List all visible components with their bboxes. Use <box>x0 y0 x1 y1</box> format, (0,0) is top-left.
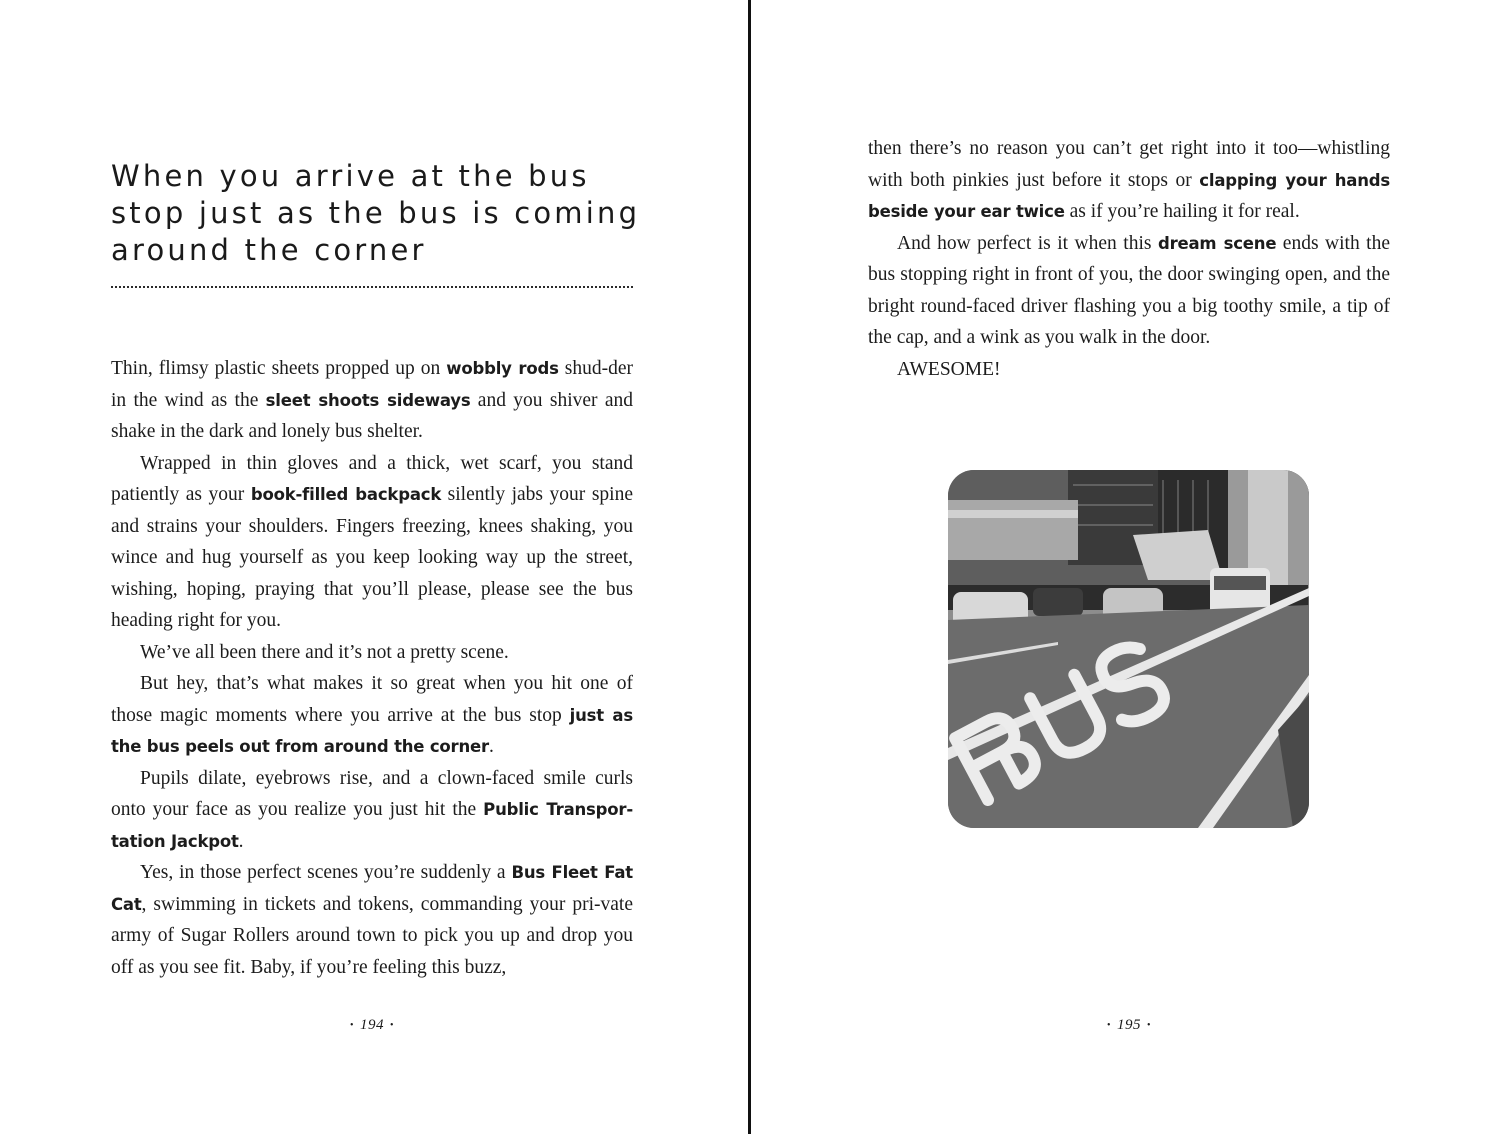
folio-dot: • <box>349 1020 354 1032</box>
paragraph-7 <box>868 133 1390 228</box>
page-number-right <box>1079 1017 1179 1034</box>
page-number-left <box>322 1017 422 1034</box>
text-span: ends with the bus stopping right in front of you, the door swinging open, and the bright round-faced driver flashing you a big toothy smile, a tip of the cap, and a wink as you walk in the door. <box>868 232 1391 348</box>
bold-phrase: sleet shoots sideways <box>265 390 471 410</box>
folio-dot: • <box>1106 1020 1111 1032</box>
paragraph-6 <box>111 857 633 983</box>
bold-phrase: dream scene <box>1157 233 1277 253</box>
folio-dot: • <box>390 1020 395 1032</box>
text-span: But hey, that’s what makes it so great when you hit one of those magic moments where you arrive at the bus stop <box>111 673 633 726</box>
text-span: We’ve all been there and it’s not a pretty scene. <box>140 641 509 663</box>
paragraph-2 <box>111 448 633 637</box>
bold-phrase: wobbly rods <box>446 359 559 378</box>
text-span: then there’s no reason you can’t get right into it too—whistling with both pinkies just before it stops or <box>868 138 1390 191</box>
paragraph-1 <box>111 353 633 448</box>
text-span: Wrapped in thin gloves and a thick, wet scarf, you stand patiently as your <box>111 452 633 505</box>
bold-phrase: Bus Fleet Fat Cat <box>111 863 633 914</box>
left-page-body <box>111 353 633 983</box>
bus-lane-photo <box>948 470 1309 828</box>
text-span: , swimming in tickets and tokens, commanding your pri-vate army of Sugar Rollers around town to pick you up and drop you off as you see fit. Baby, if you’re feeling this buzz, <box>111 893 633 978</box>
text-span: Yes, in those perfect scenes you’re suddenly a <box>140 862 512 883</box>
photo-icon <box>948 470 1309 828</box>
bold-phrase: just as the bus peels out from around the corner <box>111 705 633 756</box>
paragraph-4 <box>111 668 633 763</box>
right-page-body <box>868 133 1390 385</box>
folio-dot: • <box>1147 1020 1152 1032</box>
text-span: . <box>488 736 494 757</box>
text-span: as if you’re hailing it for real. <box>1064 201 1300 222</box>
text-span: And how perfect is it when this <box>897 232 1158 254</box>
paragraph-3 <box>111 637 633 669</box>
chapter-heading: When you arrive at the bus stop just as the bus is coming around the corner <box>111 159 641 267</box>
bold-phrase: book-filled backpack <box>250 485 442 504</box>
text-span: shud-der in the wind as the <box>111 358 634 411</box>
page-number-value: 194 <box>360 1017 384 1033</box>
left-page <box>0 0 748 1134</box>
text-span: silently jabs your spine and strains your shoulders. Fingers freezing, knees shaking, you wince and hug yourself as you keep looking way up the street, wishing, hoping, praying that you’ll please, please see the bus heading right for you. <box>111 484 633 631</box>
text-span: . <box>238 830 244 852</box>
text-span: Pupils dilate, eyebrows rise, and a clown-faced smile curls onto your face as you realize you just hit the <box>111 767 633 820</box>
paragraph-8 <box>868 228 1390 354</box>
heading-dotted-rule <box>111 286 633 288</box>
bold-phrase: Public Transpor-tation Jackpot <box>111 800 633 851</box>
paragraph-9 <box>868 354 1390 386</box>
right-page <box>751 0 1499 1134</box>
text-span: Thin, flimsy plastic sheets propped up on <box>111 358 447 379</box>
text-span: and you shiver and shake in the dark and lonely bus shelter. <box>111 389 633 442</box>
text-span: AWESOME! <box>897 358 1001 380</box>
paragraph-5 <box>111 763 633 858</box>
bold-phrase: clapping your hands beside your ear twice <box>868 170 1390 221</box>
page-number-value: 195 <box>1117 1017 1141 1033</box>
